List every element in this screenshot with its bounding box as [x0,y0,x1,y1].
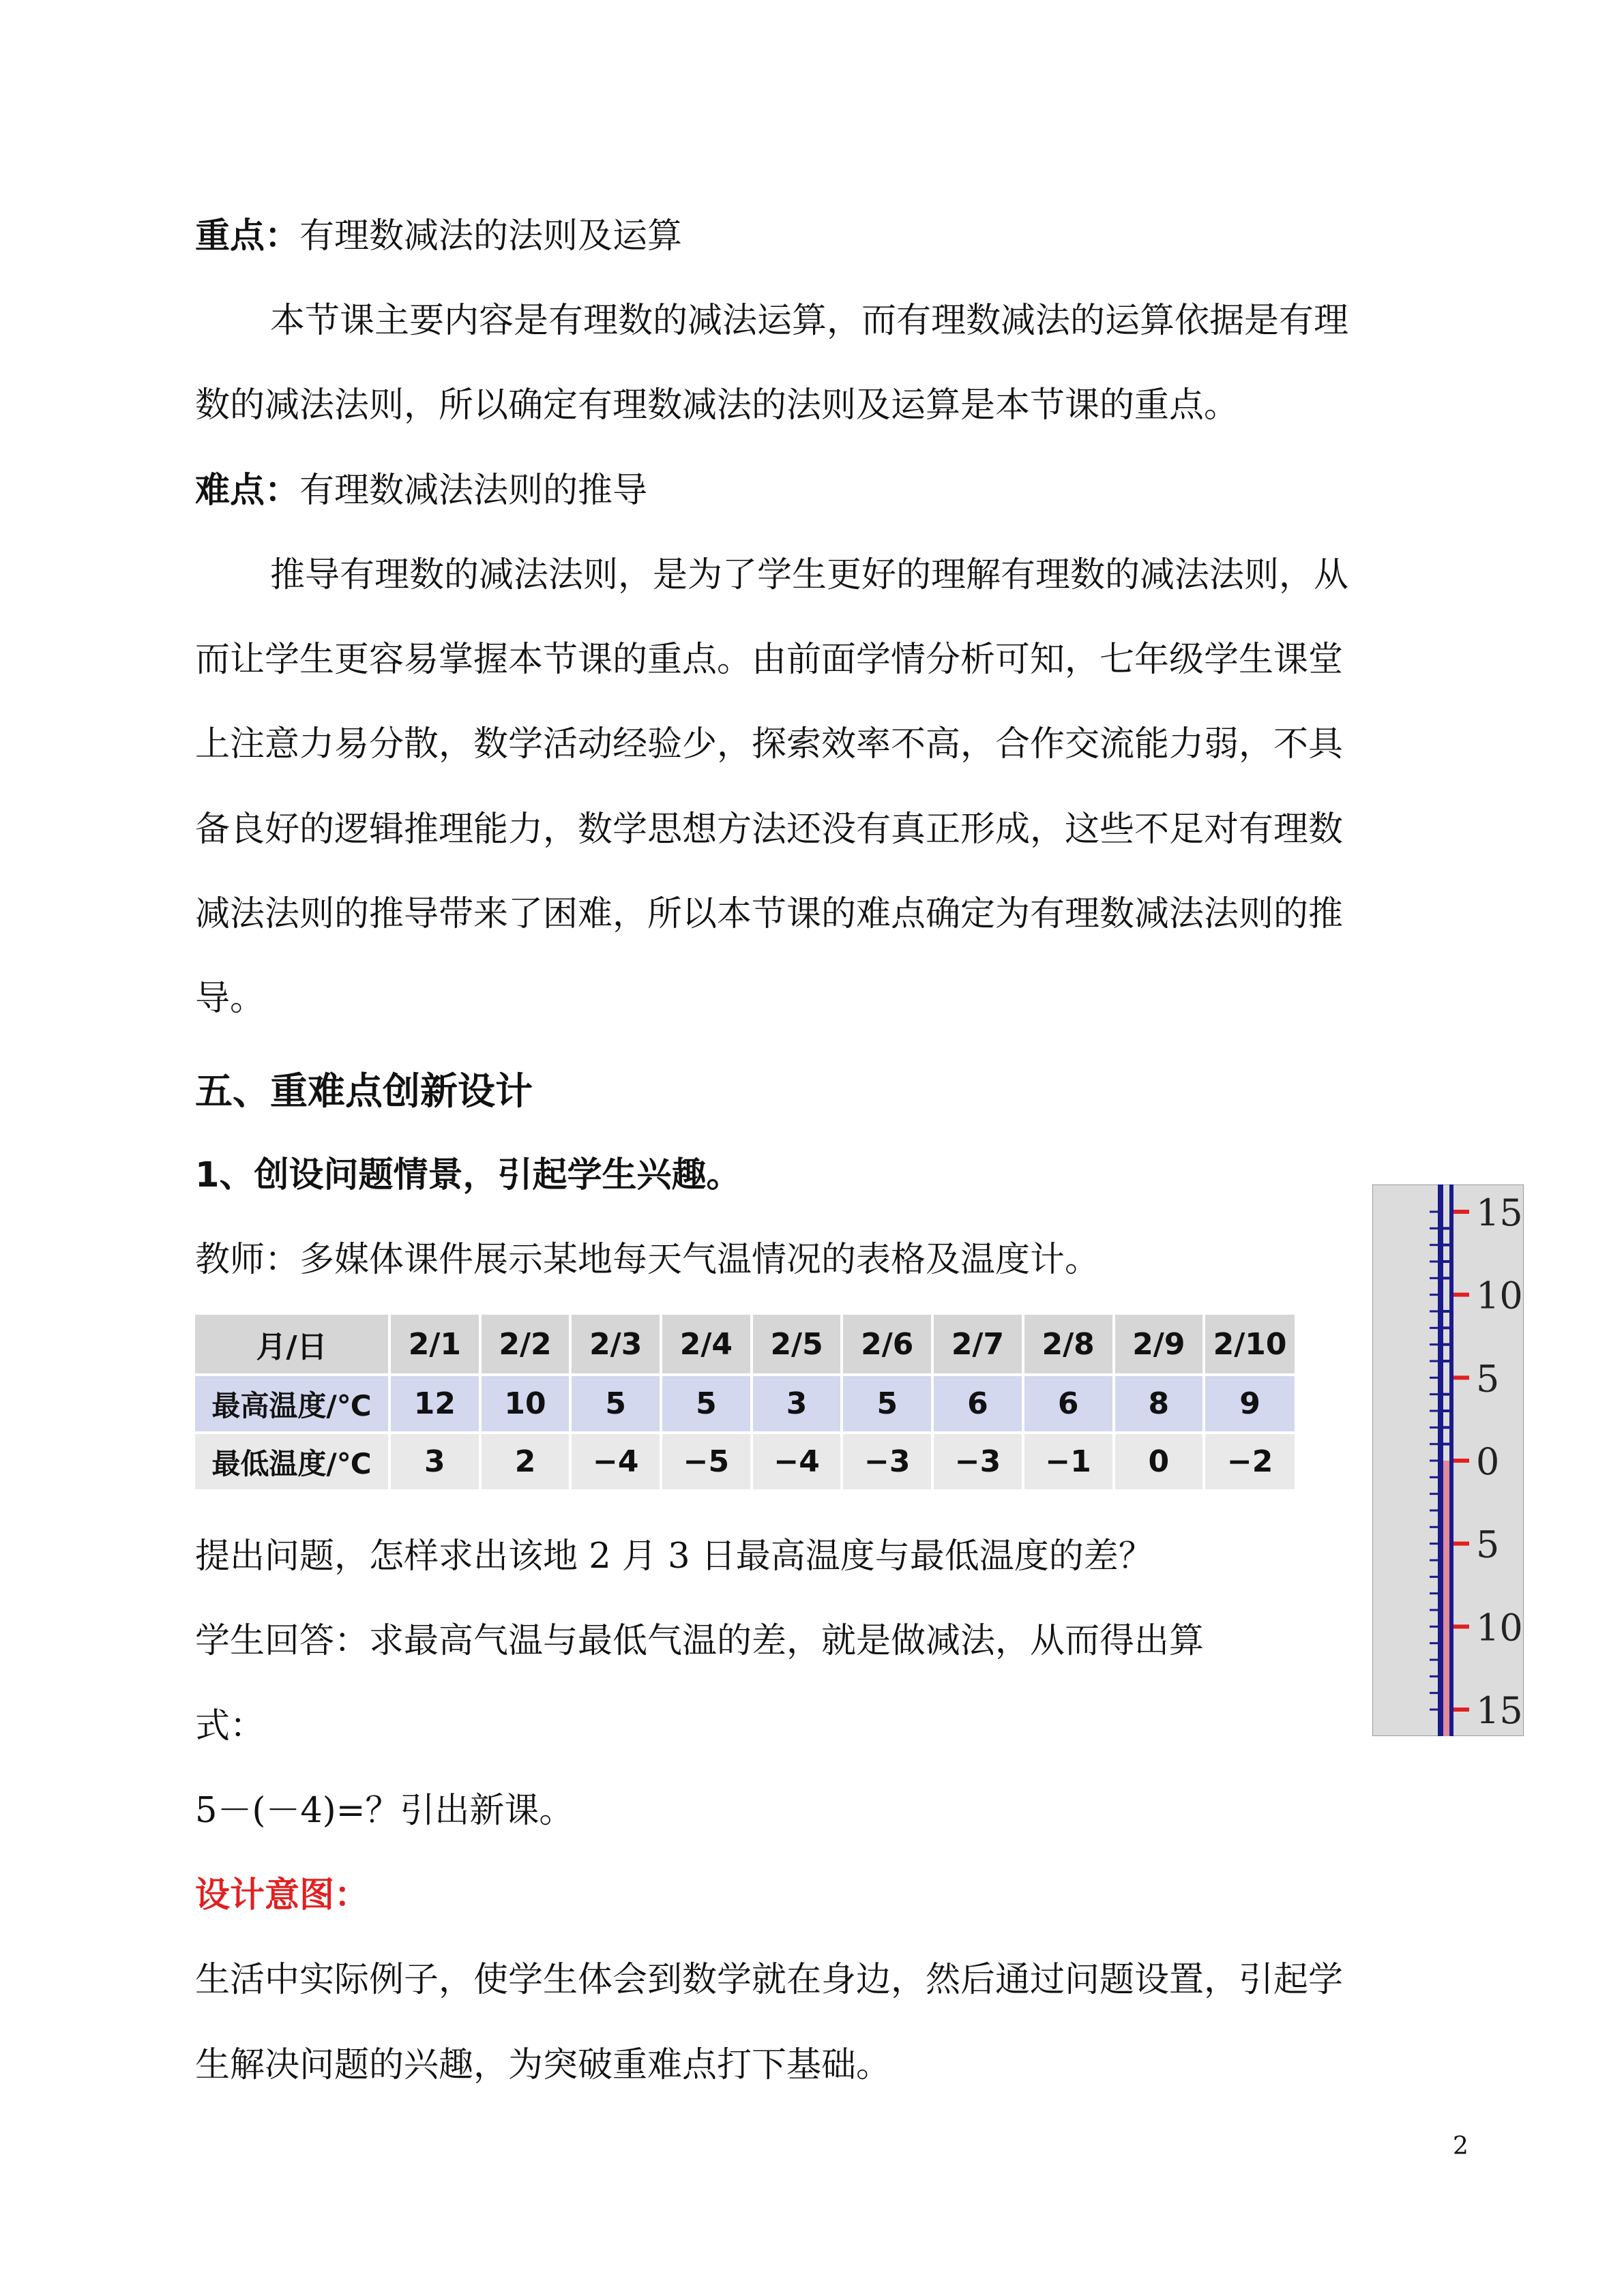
page-number: 2 [1453,2132,1468,2160]
table-cell: −4 [752,1433,842,1489]
table-cell: 9 [1204,1375,1295,1433]
difficulty-paragraph-line-5: 减法法则的推导带来了困难，所以本节课的难点确定为有理数减法法则的推 [195,894,1344,934]
difficulty-label: 难点： [195,471,300,511]
table-header-cell: 2/8 [1023,1315,1114,1375]
table-cell: −3 [932,1433,1023,1489]
focus-paragraph-line-2: 数的减法法则，所以确定有理数减法的法则及运算是本节课的重点。 [195,385,1239,426]
focus-label: 重点： [195,216,300,256]
table-cell: −1 [1023,1433,1114,1489]
table-cell: 3 [752,1375,842,1433]
table-header-cell: 2/5 [752,1315,842,1375]
answer-line-1: 学生回答：求最高气温与最低气温的差，就是做减法，从而得出算 [195,1621,1205,1661]
subsection-heading: 1、创设问题情景，引起学生兴趣。 [195,1155,741,1195]
thermometer [1372,1184,1524,1736]
thermometer-tick-label: 0 [1476,1440,1500,1483]
table-header-cell: 2/6 [842,1315,932,1375]
focus-title: 有理数减法的法则及运算 [299,216,683,256]
teacher-line: 教师：多媒体课件展示某地每天气温情况的表格及温度计。 [195,1240,1100,1280]
row-label-high: 最高温度/℃ [195,1375,389,1433]
table-cell: 6 [932,1375,1023,1433]
question-line: 提出问题，怎样求出该地 2 月 3 日最高温度与最低温度的差？ [195,1536,1153,1577]
design-intent-label: 设计意图： [195,1875,370,1915]
table-cell: −5 [661,1433,752,1489]
temperature-table [195,1315,1295,1489]
focus-paragraph-line-1: 本节课主要内容是有理数的减法运算，而有理数减法的运算依据是有理 [270,301,1349,341]
table-cell: 5 [661,1375,752,1433]
difficulty-paragraph-line-1: 推导有理数的减法法则，是为了学生更好的理解有理数的减法法则，从 [270,555,1349,595]
table-cell: 5 [570,1375,661,1433]
table-cell: 5 [842,1375,932,1433]
design-intent-line-2: 生解决问题的兴趣，为突破重难点打下基础。 [195,2045,891,2085]
difficulty-paragraph-line-2: 而让学生更容易掌握本节课的重点。由前面学情分析可知，七年级学生课堂 [195,640,1344,680]
table-cell: 6 [1023,1375,1114,1433]
table-header-cell: 2/1 [389,1315,480,1375]
formula-line: 5－(－4)=？引出新课。 [195,1791,574,1831]
table-header-cell: 2/7 [932,1315,1023,1375]
thermometer-tick-label: 5 [1476,1523,1500,1566]
table-header-row [195,1315,1295,1375]
row-label-low: 最低温度/℃ [195,1433,389,1489]
thermometer-tick-label: 10 [1476,1606,1523,1650]
thermometer-tick-label: 5 [1476,1357,1500,1401]
answer-line-2: 式： [195,1706,265,1746]
table-cell: 2 [480,1433,571,1489]
table-row-high [195,1375,1295,1433]
table-cell: 12 [389,1375,480,1433]
table-header-cell: 2/4 [661,1315,752,1375]
table-cell: −2 [1204,1433,1295,1489]
thermometer-tick-label: 15 [1476,1191,1523,1234]
design-intent-line-1: 生活中实际例子，使学生体会到数学就在身边，然后通过问题设置，引起学 [195,1960,1344,2000]
difficulty-paragraph-line-3: 上注意力易分散，数学活动经验少，探索效率不高，合作交流能力弱，不具 [195,724,1344,764]
table-header-cell: 2/9 [1114,1315,1205,1375]
table-cell: −3 [842,1433,932,1489]
table-header-cell: 2/10 [1204,1315,1295,1375]
table-cell: 8 [1114,1375,1205,1433]
table-header-cell: 2/3 [570,1315,661,1375]
thermometer-tick-label: 15 [1476,1689,1523,1732]
table-cell: 0 [1114,1433,1205,1489]
table-header-cell: 月/日 [195,1315,389,1375]
difficulty-paragraph-line-4: 备良好的逻辑推理能力，数学思想方法还没有真正形成，这些不足对有理数 [195,809,1344,850]
section-heading: 五、重难点创新设计 [195,1069,533,1113]
table-cell: 10 [480,1375,571,1433]
difficulty-paragraph-line-6: 导。 [195,979,265,1019]
difficulty-title: 有理数减法法则的推导 [299,471,648,511]
table-cell: 3 [389,1433,480,1489]
thermometer-tick-label: 10 [1476,1274,1523,1317]
table-row-low [195,1433,1295,1489]
table-cell: −4 [570,1433,661,1489]
table-header-cell: 2/2 [480,1315,571,1375]
